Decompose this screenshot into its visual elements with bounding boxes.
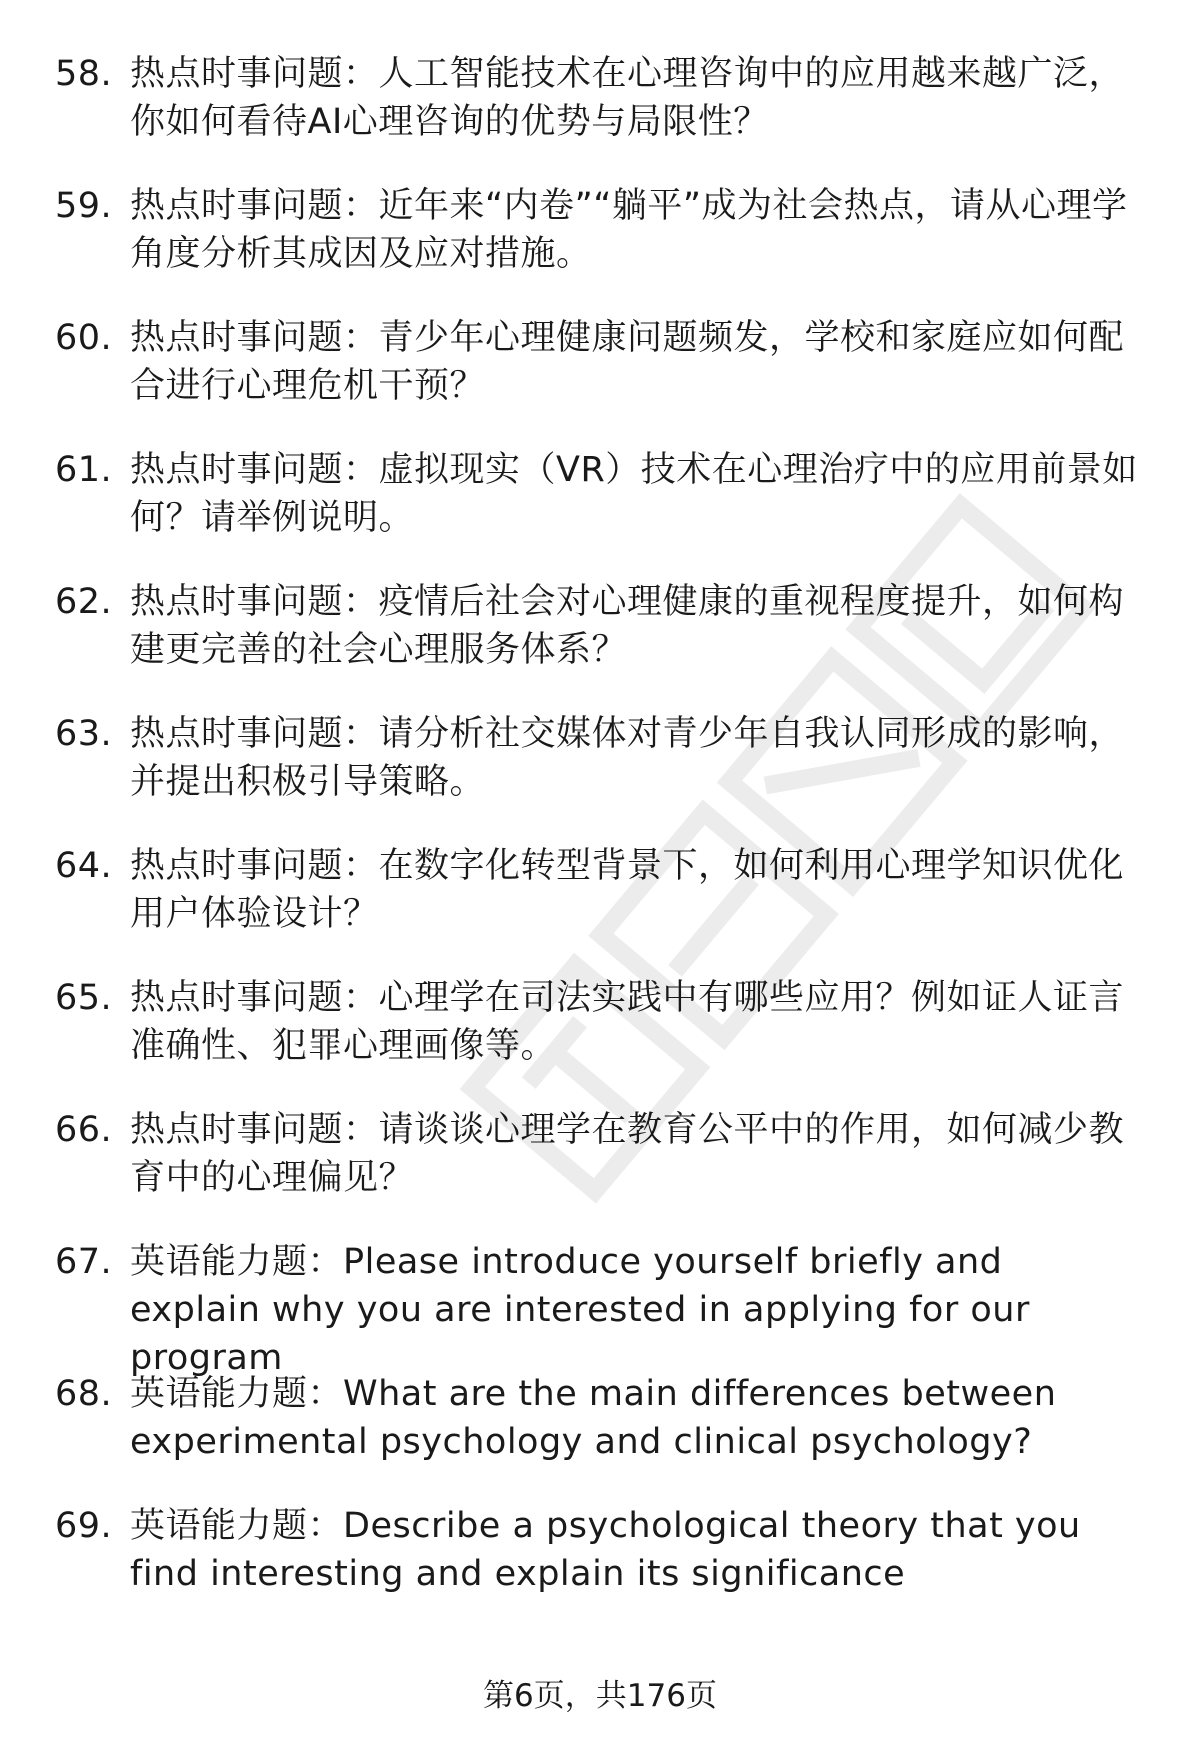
question-text: 英语能力题：Describe a psychological theory that you find interesting and explain its significance (130, 1506, 1081, 1594)
question-text: 热点时事问题：请谈谈心理学在教育公平中的作用，如何减少教育中的心理偏见？ (130, 1110, 1125, 1198)
question-text: 热点时事问题：近年来“内卷”“躺平”成为社会热点，请从心理学角度分析其成因及应对措施。 (130, 186, 1128, 274)
question-text: 热点时事问题：心理学在司法实践中有哪些应用？例如证人证言准确性、犯罪心理画像等。 (130, 978, 1125, 1066)
question-text: 热点时事问题：虚拟现实（VR）技术在心理治疗中的应用前景如何？请举例说明。 (130, 450, 1138, 538)
question-number: 65. (55, 978, 113, 1018)
question-text: 热点时事问题：青少年心理健康问题频发，学校和家庭应如何配合进行心理危机干预？ (130, 318, 1125, 406)
question-item-65 (55, 974, 1140, 1106)
question-number: 69. (55, 1506, 113, 1546)
question-item-67 (55, 1238, 1140, 1378)
question-number: 67. (55, 1242, 113, 1282)
question-number: 63. (55, 714, 113, 754)
question-item-69 (55, 1502, 1140, 1634)
page-footer (0, 1676, 1200, 1716)
question-text: 英语能力题：What are the main differences between experimental psychology and clinical psychology? (130, 1374, 1057, 1462)
question-text: 热点时事问题：请分析社交媒体对青少年自我认同形成的影响，并提出积极引导策略。 (130, 714, 1125, 802)
question-number: 59. (55, 186, 113, 226)
question-item-63 (55, 710, 1140, 842)
question-number: 66. (55, 1110, 113, 1150)
question-item-66 (55, 1106, 1140, 1238)
question-number: 58. (55, 54, 113, 94)
question-item-59 (55, 182, 1140, 314)
page-number-label: 第6页，共176页 (483, 1678, 717, 1714)
question-item-58 (55, 50, 1140, 182)
question-text: 英语能力题：Please introduce yourself briefly and explain why you are interested in applying for our program (130, 1242, 1030, 1378)
question-number: 61. (55, 450, 113, 490)
question-number: 62. (55, 582, 113, 622)
question-number: 64. (55, 846, 113, 886)
question-item-61 (55, 446, 1140, 578)
question-number: 60. (55, 318, 113, 358)
question-item-68 (55, 1370, 1140, 1502)
question-item-60 (55, 314, 1140, 446)
question-text: 热点时事问题：疫情后社会对心理健康的重视程度提升，如何构建更完善的社会心理服务体系？ (130, 582, 1125, 670)
question-text: 热点时事问题：在数字化转型背景下，如何利用心理学知识优化用户体验设计？ (130, 846, 1125, 934)
question-item-64 (55, 842, 1140, 974)
question-number: 68. (55, 1374, 113, 1414)
question-text: 热点时事问题：人工智能技术在心理咨询中的应用越来越广泛，你如何看待AI心理咨询的优势与局限性？ (130, 54, 1125, 142)
question-list (55, 50, 1140, 1634)
question-item-62 (55, 578, 1140, 710)
